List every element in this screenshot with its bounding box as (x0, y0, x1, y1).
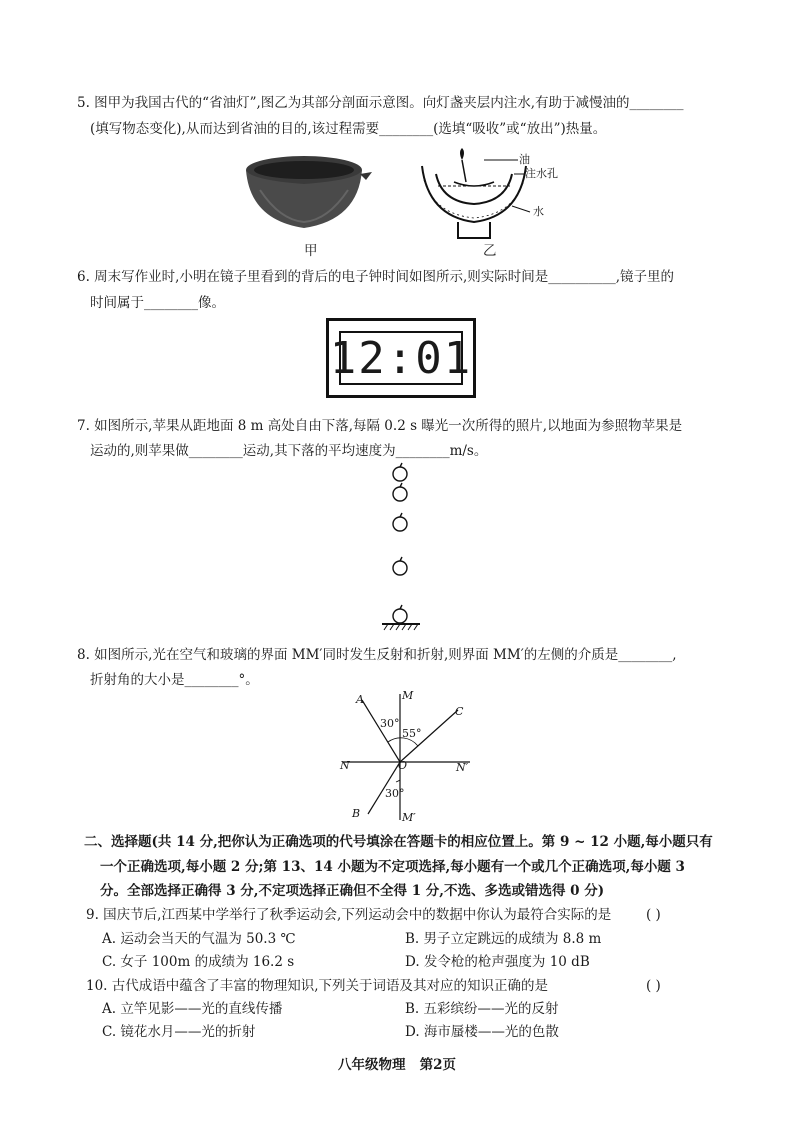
angle-incident: 30° (380, 717, 400, 730)
q10-option-c: C. 镜花水月——光的折射 (102, 1024, 256, 1040)
q10-option-a: A. 立竿见影——光的直线传播 (102, 1001, 283, 1017)
q10-stem: 10. 古代成语中蕴含了丰富的物理知识,下列关于词语及其对应的知识正确的是 (86, 978, 549, 994)
figure-label-jia: 甲 (304, 243, 318, 259)
q9-option-b: B. 男子立定跳远的成绩为 8.8 m (405, 931, 602, 947)
angle-lower: 30° (385, 787, 405, 800)
apple-icon (393, 463, 407, 623)
q9-answer-paren: ( ) (646, 907, 661, 923)
label-C: C (455, 705, 464, 718)
clock-time: 12:01 (329, 333, 473, 384)
q9-option-d: D. 发令枪的枪声强度为 10 dB (405, 954, 590, 970)
q10-answer-paren: ( ) (646, 978, 661, 994)
label-injection-hole: 注水孔 (525, 167, 558, 180)
q5-line1: 5. 图甲为我国古代的“省油灯”,图乙为其部分剖面示意图。向灯盏夹层内注水,有助于减慢油的________ (77, 95, 684, 111)
section2-line1: 二、选择题(共 14 分,把你认为正确选项的代号填涂在答题卡的相应位置上。第 9 ~ 12 小题,每小题只有 (84, 834, 713, 850)
q9-stem: 9. 国庆节后,江西某中学举行了秋季运动会,下列运动会中的数据中你认为最符合实际的是 (86, 907, 612, 923)
q6-line2: 时间属于________像。 (90, 295, 225, 311)
q9-option-a: A. 运动会当天的气温为 50.3 ℃ (102, 931, 296, 947)
q7-line1: 7. 如图所示,苹果从距地面 8 m 高处自由下落,每隔 0.2 s 曝光一次所得的照片,以地面为参照物苹果是 (77, 418, 683, 434)
label-M: M (402, 689, 414, 702)
falling-apple-diagram (378, 460, 424, 638)
q10-option-b: B. 五彩缤纷——光的反射 (405, 1001, 559, 1017)
q6-line1: 6. 周末写作业时,小明在镜子里看到的背后的电子钟时间如图所示,则实际时间是__________,镜子里的 (77, 269, 675, 285)
q8-line2: 折射角的大小是________°。 (90, 672, 259, 688)
section2-line3: 分。全部选择正确得 3 分,不定项选择正确但不全得 1 分,不选、多选或错选得 0 分) (100, 883, 605, 899)
oil-lamp-photo (240, 150, 380, 240)
label-O: O (398, 759, 408, 772)
label-water: 水 (533, 205, 544, 218)
digital-clock (326, 318, 476, 398)
label-oil: 油 (519, 153, 530, 166)
q9-option-c: C. 女子 100m 的成绩为 16.2 s (102, 954, 295, 970)
page-footer: 八年级物理 第2页 (338, 1057, 456, 1073)
label-A: A (356, 693, 364, 706)
angle-refracted: 55° (402, 727, 422, 740)
label-B: B (352, 807, 361, 820)
oil-lamp-section-diagram (414, 146, 564, 244)
label-N-prime: N′ (456, 761, 469, 774)
label-M-prime: M′ (402, 811, 416, 824)
q8-line1: 8. 如图所示,光在空气和玻璃的界面 MM′同时发生反射和折射,则界面 MM′的左侧的介质是________, (77, 647, 677, 663)
q10-option-d: D. 海市蜃楼——光的色散 (405, 1024, 559, 1040)
section2-line2: 一个正确选项,每小题 2 分;第 13、14 小题为不定项选择,每小题有一个或几个正确选项,每小题 3 (100, 859, 685, 875)
q7-line2: 运动的,则苹果做________运动,其下落的平均速度为________m/s。 (90, 443, 488, 459)
figure-label-yi: 乙 (483, 243, 497, 259)
label-N: N (340, 759, 350, 772)
q5-line2: (填写物态变化),从而达到省油的目的,该过程需要________(选填“吸收”或“放出”)热量。 (90, 121, 607, 137)
